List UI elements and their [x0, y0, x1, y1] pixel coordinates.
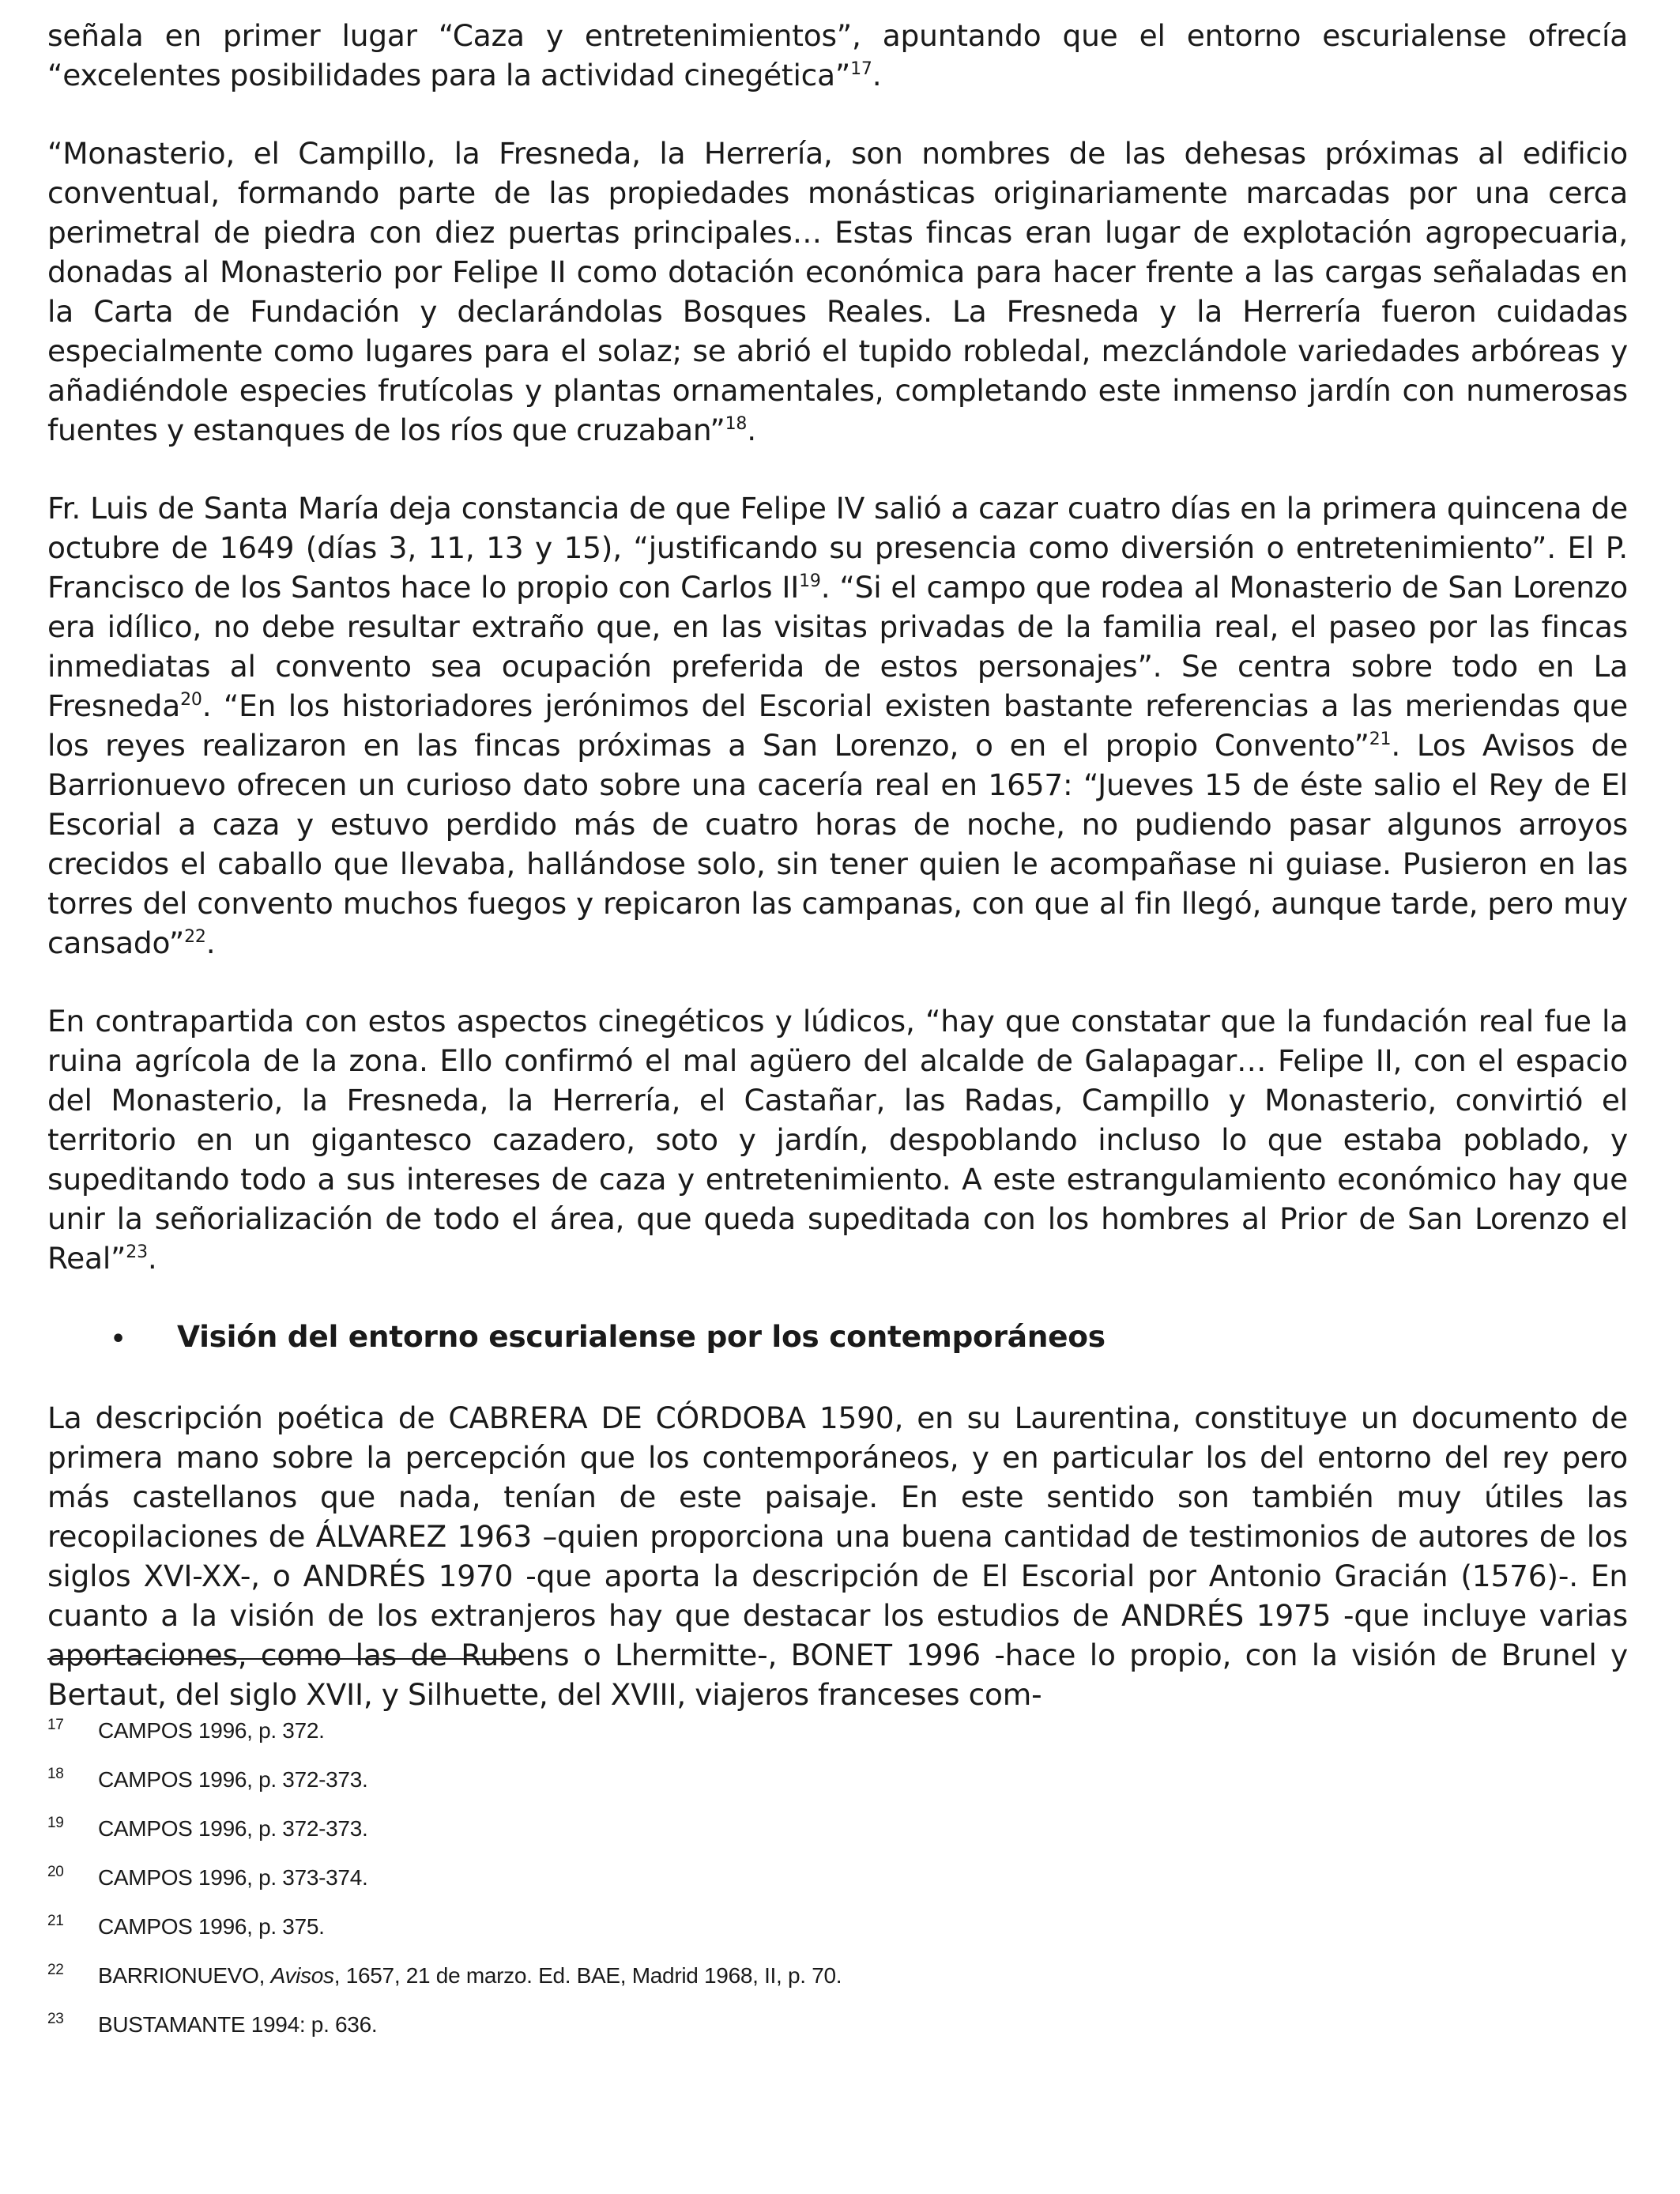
footnote-ref[interactable]: 17	[850, 59, 872, 79]
footnote-number: 19	[47, 1815, 64, 1831]
footnote-separator	[47, 1658, 522, 1660]
paragraph-text: “Monasterio, el Campillo, la Fresneda, la Herrería, son nombres de las dehesas próximas al edificio conventual, formando parte de las propiedades monásticas originariamente marcadas por una cerca perimetral de piedra con diez puertas principales… Estas fincas eran lugar de explotación agropecuaria, donadas al Monasterio por Felipe II como dotación económica para hacer frente a las cargas señaladas en la Carta de Fundación y declarándolas Bosques Reales. La Fresneda y la Herrería fueron cuidadas especialmente como lugares para el solaz; se abrió el tupido robledal, mezclándole variedades arbóreas y añadiéndole especies frutícolas y plantas ornamentales, completando este inmenso jardín con numerosas fuentes y estanques de los ríos que cruzaban”	[47, 136, 1628, 447]
paragraph-text: .	[205, 925, 216, 960]
paragraph-4	[47, 1001, 1628, 1278]
footnote-ref[interactable]: 18	[725, 414, 748, 434]
paragraph-3	[47, 488, 1628, 963]
footnote-number: 22	[47, 1962, 64, 1978]
section-heading-text: Visión del entorno escurialense por los contemporáneos	[177, 1319, 1106, 1354]
footnote-item	[47, 1764, 1628, 1813]
paragraph-5	[47, 1398, 1628, 1714]
footnote-text: CAMPOS 1996, p. 372-373.	[98, 1816, 368, 1841]
footnote-number: 20	[47, 1864, 64, 1880]
footnote-text: CAMPOS 1996, p. 373-374.	[98, 1865, 368, 1890]
paragraph-text: Fr. Luis de Santa María deja constancia de que Felipe IV salió a cazar cuatro días en la primera quincena de octubre de 1649 (días 3, 11, 13 y 15), “justificando su presencia como diversión o entretenimiento”. El P. Francisco de los Santos hace lo propio con Carlos II	[47, 491, 1628, 605]
footnote-text-part: BARRIONUEVO,	[98, 1963, 271, 1988]
footnote-number: 18	[47, 1766, 64, 1782]
footnote-text: CAMPOS 1996, p. 372.	[98, 1718, 325, 1743]
footnote-text-part: , 1657, 21 de marzo. Ed. BAE, Madrid 1968, II, p. 70.	[333, 1963, 842, 1988]
footnote-number: 17	[47, 1717, 64, 1733]
footnote-ref[interactable]: 22	[184, 927, 206, 947]
footnote-text	[98, 1960, 842, 1992]
footnote-item	[47, 1911, 1628, 1960]
footnote-item	[47, 1862, 1628, 1911]
footnotes	[47, 1715, 1628, 2058]
paragraph-text: señala en primer lugar “Caza y entretenimientos”, apuntando que el entorno escurialense ofrecía “excelentes posibilidades para la actividad cinegética”	[47, 18, 1628, 92]
footnote-number: 21	[47, 1913, 64, 1929]
footnote-item	[47, 2009, 1628, 2058]
footnote-number: 23	[47, 2011, 64, 2027]
footnote-item	[47, 1715, 1628, 1764]
footnote-text: CAMPOS 1996, p. 372-373.	[98, 1767, 368, 1792]
paragraph-text: .	[872, 58, 882, 92]
section-heading	[47, 1317, 1628, 1359]
footnote-ref[interactable]: 19	[799, 571, 821, 591]
document-body	[47, 16, 1628, 1753]
paragraph-2	[47, 134, 1628, 450]
paragraph-text: . “Si el campo que rodea al Monasterio de San Lorenzo era idílico, no debe resultar extraño que, en las visitas privadas de la familia real, el paseo por las fincas inmediatas al convento sea ocupación preferida de estos personajes”. Se centra sobre todo en La Fresneda	[47, 570, 1629, 723]
footnote-ref[interactable]: 23	[126, 1242, 148, 1262]
bullet-icon: •	[111, 1325, 126, 1353]
footnote-text: BUSTAMANTE 1994: p. 636.	[98, 2012, 378, 2037]
paragraph-text: .	[747, 413, 756, 447]
footnote-item	[47, 1813, 1628, 1862]
footnote-ref[interactable]: 20	[180, 690, 202, 710]
footnote-text: CAMPOS 1996, p. 375.	[98, 1914, 325, 1939]
paragraph-text: En contrapartida con estos aspectos cinegéticos y lúdicos, “hay que constatar que la fundación real fue la ruina agrícola de la zona. Ello confirmó el mal agüero del alcalde de Galapagar… Felipe II, con el espacio del Monasterio, la Fresneda, la Herrería, el Castañar, las Radas, Campillo y Monasterio, convirtió el territorio en un gigantesco cazadero, soto y jardín, despoblando incluso lo que estaba poblado, y supeditando todo a sus intereses de caza y entretenimiento. A este estrangulamiento económico hay que unir la señorialización de todo el área, que queda supeditada con los hombres al Prior de San Lorenzo el Real”	[47, 1004, 1628, 1276]
paragraph-1	[47, 16, 1628, 95]
footnote-italic-title: Avisos	[270, 1963, 334, 1988]
paragraph-text: . Los Avisos de Barrionuevo ofrecen un curioso dato sobre una cacería real en 1657: “Jueves 15 de éste salio el Rey de El Escorial a caza y estuvo perdido más de cuatro horas de noche, no pudiendo pasar algunos arroyos crecidos el caballo que llevaba, hallándose solo, sin tener quien le acompañase ni guiase. Pusieron en las torres del convento muchos fuegos y repicaron las campanas, con que al fin llegó, aunque tarde, pero muy cansado”	[47, 728, 1628, 960]
paragraph-text: La descripción poética de CABRERA DE CÓRDOBA 1590, en su Laurentina, constituye un documento de primera mano sobre la percepción que los contemporáneos, y en particular los del entorno del rey pero más castellanos que nada, tenían de este paisaje. En este sentido son también muy útiles las recopilaciones de ÁLVAREZ 1963 –quien proporciona una buena cantidad de testimonios de autores de los siglos XVI-XX-, o ANDRÉS 1970 -que aporta la descripción de El Escorial por Antonio Gracián (1576)-. En cuanto a la visión de los extranjeros hay que destacar los estudios de ANDRÉS 1975 -que incluye varias aportaciones, como las de Rubens o Lhermitte-, BONET 1996 -hace lo propio, con la visión de Brunel y Bertaut, del siglo XVII, y Silhuette, del XVIII, viajeros franceses com-	[47, 1400, 1628, 1712]
footnote-item	[47, 1960, 1628, 2009]
paragraph-text: . “En los historiadores jerónimos del Escorial existen bastante referencias a las meriendas que los reyes realizaron en las fincas próximas a San Lorenzo, o en el propio Convento”	[47, 688, 1628, 763]
footnote-ref[interactable]: 21	[1369, 729, 1392, 749]
paragraph-text: .	[147, 1241, 157, 1276]
